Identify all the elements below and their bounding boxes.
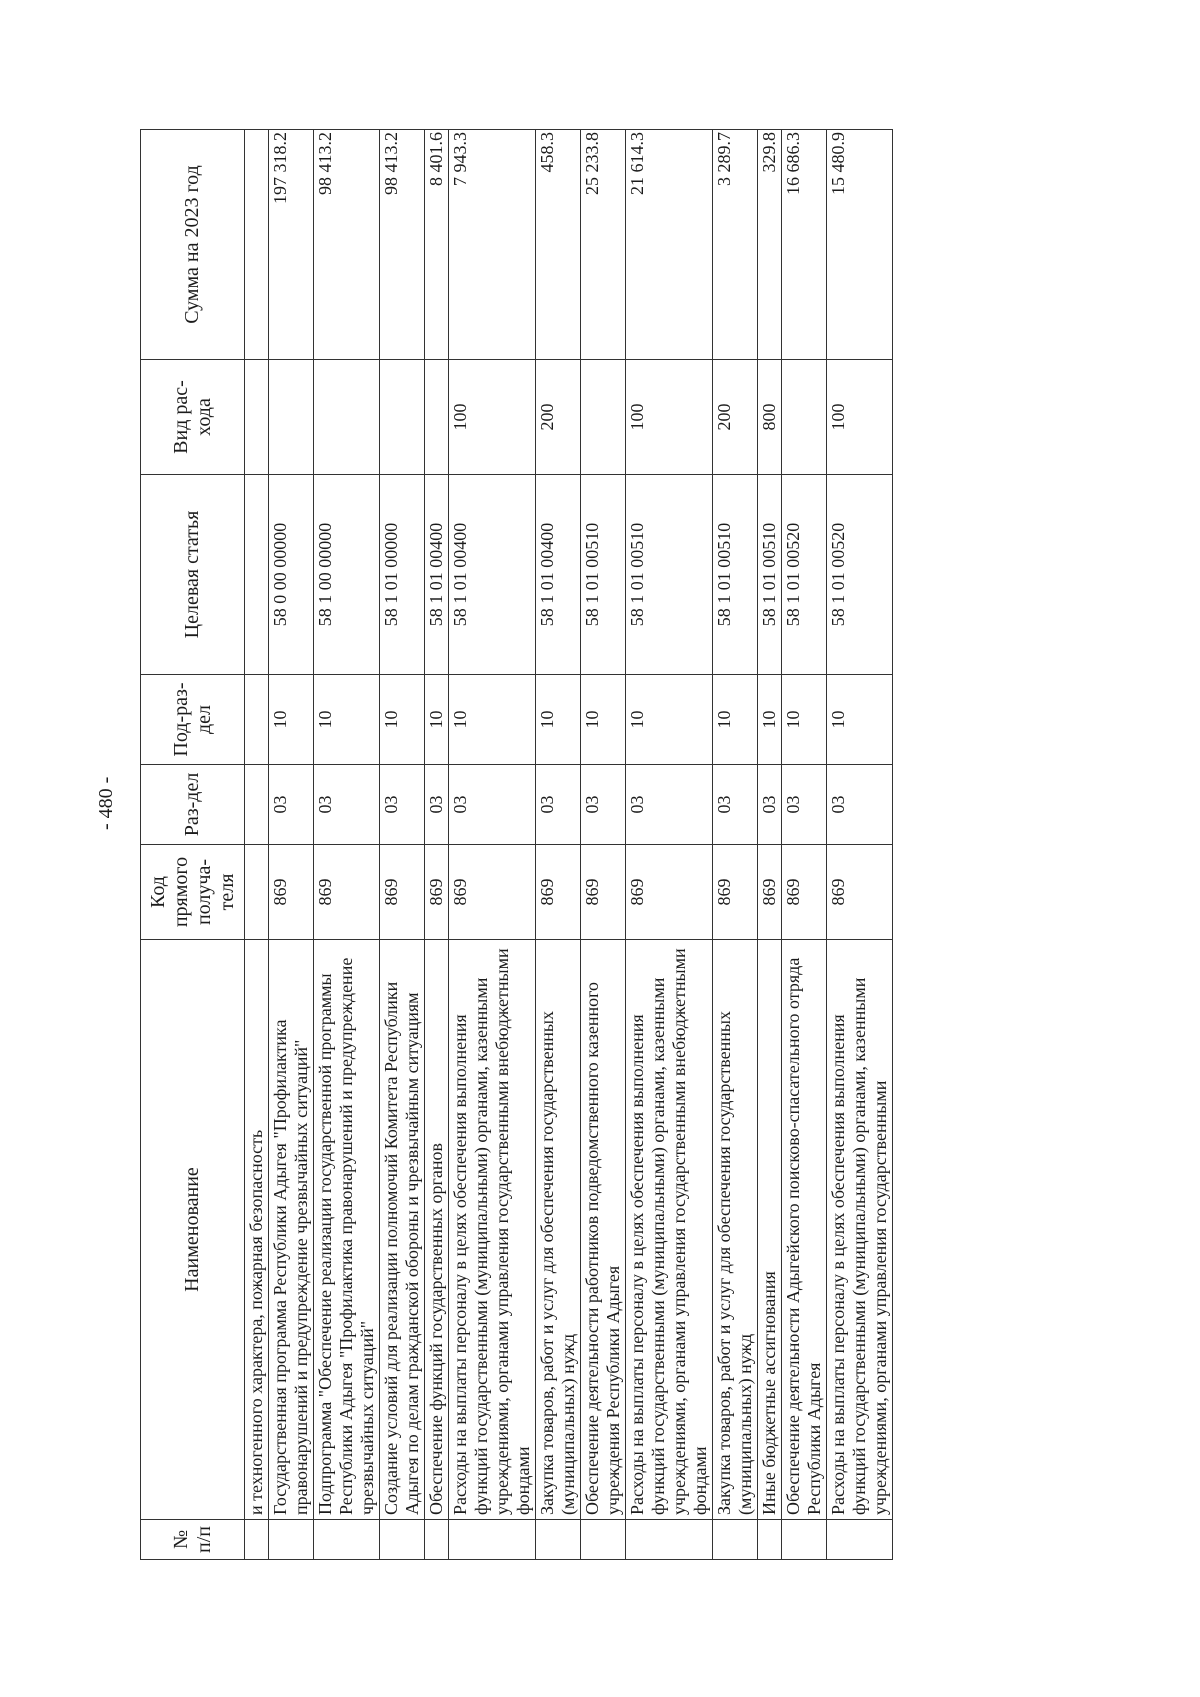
cell-recipient-code: 869 xyxy=(581,845,626,940)
table-row xyxy=(782,130,827,1560)
cell-expense-type xyxy=(782,360,827,475)
table-row xyxy=(581,130,626,1560)
cell-num xyxy=(269,1520,314,1560)
cell-target-article: 58 1 01 00510 xyxy=(581,475,626,675)
cell-target-article: 58 1 01 00400 xyxy=(425,475,449,675)
cell-sum: 458.3 xyxy=(536,130,581,360)
table-row xyxy=(713,130,758,1560)
cell-num xyxy=(425,1520,449,1560)
cell-sum: 98 413.2 xyxy=(380,130,425,360)
cell-section: 03 xyxy=(314,765,380,845)
cell-target-article: 58 1 01 00510 xyxy=(713,475,758,675)
cell-recipient-code xyxy=(245,845,269,940)
header-section: Раз-дел xyxy=(141,765,245,845)
cell-num xyxy=(536,1520,581,1560)
cell-recipient-code: 869 xyxy=(269,845,314,940)
cell-name: Обеспечение деятельности Адыгейского поисково-спасательного отряда Республики Адыгея xyxy=(782,940,827,1520)
cell-expense-type: 100 xyxy=(626,360,713,475)
cell-num xyxy=(380,1520,425,1560)
cell-section: 03 xyxy=(626,765,713,845)
cell-expense-type xyxy=(581,360,626,475)
cell-num xyxy=(314,1520,380,1560)
cell-sum: 197 318.2 xyxy=(269,130,314,360)
cell-expense-type xyxy=(380,360,425,475)
cell-subsection: 10 xyxy=(827,675,893,765)
cell-recipient-code: 869 xyxy=(626,845,713,940)
cell-name: Подпрограмма "Обеспечение реализации государственной программы Республики Адыгея "Профилактика правонарушений и предупреждение чрезвычайных ситуаций" xyxy=(314,940,380,1520)
header-target-article: Целевая статья xyxy=(141,475,245,675)
cell-sum: 15 480.9 xyxy=(827,130,893,360)
cell-recipient-code: 869 xyxy=(827,845,893,940)
table-row xyxy=(758,130,782,1560)
cell-name: Создание условий для реализации полномочий Комитета Республики Адыгея по делам гражданской обороны и чрезвычайным ситуациям xyxy=(380,940,425,1520)
cell-subsection: 10 xyxy=(269,675,314,765)
cell-section: 03 xyxy=(425,765,449,845)
cell-target-article: 58 1 00 00000 xyxy=(314,475,380,675)
cell-subsection: 10 xyxy=(425,675,449,765)
cell-target-article: 58 1 01 00400 xyxy=(449,475,536,675)
cell-subsection xyxy=(245,675,269,765)
table-header-row xyxy=(141,130,245,1560)
cell-sum: 98 413.2 xyxy=(314,130,380,360)
cell-target-article: 58 0 00 00000 xyxy=(269,475,314,675)
header-name: Наименование xyxy=(141,940,245,1520)
cell-subsection: 10 xyxy=(713,675,758,765)
cell-recipient-code: 869 xyxy=(449,845,536,940)
header-sum-2023: Сумма на 2023 год xyxy=(141,130,245,360)
cell-expense-type: 100 xyxy=(449,360,536,475)
cell-sum: 3 289.7 xyxy=(713,130,758,360)
cell-expense-type: 100 xyxy=(827,360,893,475)
cell-recipient-code: 869 xyxy=(758,845,782,940)
cell-recipient-code: 869 xyxy=(314,845,380,940)
cell-recipient-code: 869 xyxy=(782,845,827,940)
cell-section: 03 xyxy=(782,765,827,845)
cell-recipient-code: 869 xyxy=(713,845,758,940)
cell-subsection: 10 xyxy=(380,675,425,765)
cell-section: 03 xyxy=(380,765,425,845)
cell-expense-type: 200 xyxy=(713,360,758,475)
table-body xyxy=(245,130,893,1560)
cell-name: Расходы на выплаты персоналу в целях обеспечения выполнения функций государственными (муниципальными) органами, казенными учреждениями, органами управления государственными внебюджетными фондами xyxy=(449,940,536,1520)
cell-target-article: 58 1 01 00400 xyxy=(536,475,581,675)
cell-subsection: 10 xyxy=(626,675,713,765)
cell-subsection: 10 xyxy=(782,675,827,765)
cell-name: Расходы на выплаты персоналу в целях обеспечения выполнения функций государственными (муниципальными) органами, казенными учреждениями, органами управления государственными xyxy=(827,940,893,1520)
cell-subsection: 10 xyxy=(536,675,581,765)
cell-sum: 16 686.3 xyxy=(782,130,827,360)
cell-num xyxy=(449,1520,536,1560)
cell-num xyxy=(245,1520,269,1560)
cell-subsection: 10 xyxy=(758,675,782,765)
cell-expense-type: 200 xyxy=(536,360,581,475)
cell-expense-type xyxy=(245,360,269,475)
header-subsection: Под-раз-дел xyxy=(141,675,245,765)
budget-table-container xyxy=(140,130,1060,1560)
budget-table xyxy=(140,129,893,1560)
cell-name: Расходы на выплаты персоналу в целях обеспечения выполнения функций государственными (муниципальными) органами, казенными учреждениями, органами управления государственными внебюджетными фондами xyxy=(626,940,713,1520)
table-row xyxy=(425,130,449,1560)
cell-subsection: 10 xyxy=(314,675,380,765)
cell-section: 03 xyxy=(713,765,758,845)
cell-expense-type xyxy=(314,360,380,475)
cell-name: Закупка товаров, работ и услуг для обеспечения государственных (муниципальных) нужд xyxy=(713,940,758,1520)
cell-sum: 25 233.8 xyxy=(581,130,626,360)
table-row xyxy=(380,130,425,1560)
header-num: № п/п xyxy=(141,1520,245,1560)
table-row xyxy=(269,130,314,1560)
cell-sum: 21 614.3 xyxy=(626,130,713,360)
cell-recipient-code: 869 xyxy=(536,845,581,940)
cell-subsection: 10 xyxy=(581,675,626,765)
table-row xyxy=(536,130,581,1560)
cell-name: Закупка товаров, работ и услуг для обеспечения государственных (муниципальных) нужд xyxy=(536,940,581,1520)
cell-target-article: 58 1 01 00520 xyxy=(827,475,893,675)
header-expense-type: Вид рас-хода xyxy=(141,360,245,475)
cell-num xyxy=(581,1520,626,1560)
cell-num xyxy=(626,1520,713,1560)
cell-num xyxy=(713,1520,758,1560)
table-row xyxy=(449,130,536,1560)
cell-expense-type xyxy=(269,360,314,475)
cell-section: 03 xyxy=(827,765,893,845)
cell-expense-type xyxy=(425,360,449,475)
cell-target-article: 58 1 01 00510 xyxy=(758,475,782,675)
cell-recipient-code: 869 xyxy=(380,845,425,940)
table-row xyxy=(314,130,380,1560)
cell-sum: 329.8 xyxy=(758,130,782,360)
cell-sum: 7 943.3 xyxy=(449,130,536,360)
header-recipient-code: Код прямого получа-теля xyxy=(141,845,245,940)
table-row xyxy=(245,130,269,1560)
cell-name: Обеспечение функций государственных органов xyxy=(425,940,449,1520)
cell-target-article: 58 1 01 00510 xyxy=(626,475,713,675)
cell-target-article xyxy=(245,475,269,675)
cell-num xyxy=(827,1520,893,1560)
table-row xyxy=(626,130,713,1560)
cell-num xyxy=(782,1520,827,1560)
page-number: - 480 - xyxy=(95,776,117,830)
cell-recipient-code: 869 xyxy=(425,845,449,940)
cell-section: 03 xyxy=(536,765,581,845)
cell-name: Обеспечение деятельности работников подведомственного казенного учреждения Республики Адыгея xyxy=(581,940,626,1520)
cell-section: 03 xyxy=(758,765,782,845)
cell-num xyxy=(758,1520,782,1560)
cell-expense-type: 800 xyxy=(758,360,782,475)
cell-section: 03 xyxy=(269,765,314,845)
cell-target-article: 58 1 01 00520 xyxy=(782,475,827,675)
cell-section xyxy=(245,765,269,845)
cell-name: Иные бюджетные ассигнования xyxy=(758,940,782,1520)
cell-section: 03 xyxy=(449,765,536,845)
cell-sum: 8 401.6 xyxy=(425,130,449,360)
cell-section: 03 xyxy=(581,765,626,845)
cell-name: Государственная программа Республики Адыгея "Профилактика правонарушений и предупреждение чрезвычайных ситуаций" xyxy=(269,940,314,1520)
cell-subsection: 10 xyxy=(449,675,536,765)
table-row xyxy=(827,130,893,1560)
cell-name: и техногенного характера, пожарная безопасность xyxy=(245,940,269,1520)
cell-target-article: 58 1 01 00000 xyxy=(380,475,425,675)
cell-sum xyxy=(245,130,269,360)
